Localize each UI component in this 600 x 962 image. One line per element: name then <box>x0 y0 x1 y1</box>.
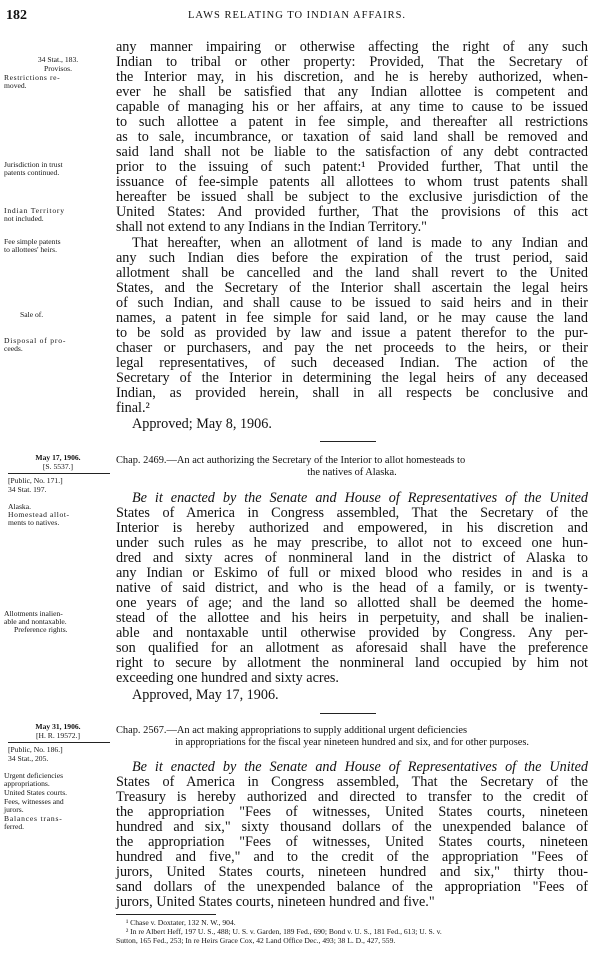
margin-act-date: May 17, 1906. <box>35 453 81 462</box>
text-line: ever he shall be satisfied that any Indian allottee is competent and <box>116 84 588 100</box>
margin-disposal: Disposal of pro- <box>4 336 67 345</box>
margin-homestead: Homestead allot- <box>8 510 70 519</box>
chapter-title: Chap. 2567.—An act making appropriations to supply additional urgent deficiencies <box>116 725 467 736</box>
margin-public-number: [Public, No. 171.] <box>8 476 63 485</box>
text-line: stead of the allottee and his heirs in perpetuity, and shall be inalien- <box>116 610 588 626</box>
text-line: shall not extend to any Indians in the Indian Territory." <box>116 219 427 235</box>
text-line: prior to the issuing of such patent:¹ Provided further, That until the <box>116 159 588 175</box>
margin-fees-witnesses-cont: jurors. <box>4 805 24 814</box>
text-line: Interior is hereby authorized and empowered, in his discretion and <box>116 520 588 536</box>
margin-divider <box>8 473 110 474</box>
page-number: 182 <box>6 8 27 23</box>
text-line: Treasury is hereby authorized and directed to transfer to the credit of <box>116 789 588 805</box>
text-line: as to sale, incumbrance, or taxation of said land shall be removed and <box>116 129 588 145</box>
margin-us-courts: United States courts. <box>4 788 68 797</box>
text-line: any such Indian dies before the expiration of the trust period, said <box>116 250 588 266</box>
page-header <box>6 8 588 26</box>
text-line: names, a patent in fee simple for said land, or he may cause the land <box>116 310 588 326</box>
margin-sale: Sale of. <box>20 310 44 319</box>
chapter-title-cont: the natives of Alaska. <box>307 467 397 478</box>
text-line: hereafter be issued shall be subject to the exclusive jurisdiction of the <box>116 189 588 205</box>
approved-date: Approved, May 17, 1906. <box>132 687 279 703</box>
margin-jurisdiction-cont: patents continued. <box>4 168 60 177</box>
text-line: States, and the Secretary of the Interior shall ascertain the legal heirs <box>116 280 588 296</box>
text-line: to be sold as provided by law and issue a patent therefor to the pur- <box>116 325 588 341</box>
text-line: Indian to tribal or other property: Provided, That the Secretary of <box>116 54 588 70</box>
text-line: exceeding one hundred and sixty acres. <box>116 670 339 686</box>
margin-urgent-deficiencies-cont: appropriations. <box>4 779 50 788</box>
margin-disposal-cont: ceeds. <box>4 344 23 353</box>
text-line: hundred and five," and to the credit of the appropriation "Fees of <box>116 849 588 865</box>
chapter-title: Chap. 2469.—An act authorizing the Secretary of the Interior to allot homesteads to <box>116 455 466 466</box>
running-title: LAWS RELATING TO INDIAN AFFAIRS. <box>187 10 407 21</box>
margin-stat-citation: 34 Stat., 205. <box>8 754 49 763</box>
text-line: United States: And provided further, That the provisions of this act <box>116 204 588 220</box>
text-line: jurors, United States courts, nineteen hundred and five." <box>116 894 435 910</box>
text-line: States of America in Congress assembled, That the Secretary of the <box>116 774 588 790</box>
margin-bill-number: [S. 5537.] <box>42 462 74 471</box>
approved-date: Approved; May 8, 1906. <box>132 416 272 432</box>
margin-bill-number: [H. R. 19572.] <box>35 731 81 740</box>
margin-jurisdiction: Jurisdiction in trust <box>4 160 63 169</box>
margin-alaska: Alaska. <box>8 502 31 511</box>
text-line: issuance of fee-simple patents all allottees to whom trust patents shall <box>116 174 588 190</box>
text-line: capable of managing his or her affairs, at any time to cause to be issued <box>116 99 588 115</box>
text-line: native of said district, and who is the head of a family, or is twenty- <box>116 580 588 596</box>
text-line: one years of age; and the land so allotted shall be deemed the home- <box>116 595 588 611</box>
margin-preference-rights: Preference rights. <box>14 625 68 634</box>
margin-homestead-cont: ments to natives. <box>8 518 60 527</box>
text-line: States of America in Congress assembled, That the Secretary of the <box>116 505 588 521</box>
margin-fee-simple-cont: to allottees' heirs. <box>4 245 58 254</box>
section-divider <box>320 713 376 714</box>
text-line: hundred and six," sixty thousand dollars of the unexpended balance of <box>116 819 588 835</box>
enacting-clause: Be it enacted by the Senate and House of Representatives of the United <box>132 490 588 506</box>
text-line: said land shall not be liable to the satisfaction of any debt contracted <box>116 144 588 160</box>
text-line: allotment shall be cancelled and the land shall revert to the United <box>116 265 588 281</box>
margin-inalienable-cont: able and nontaxable. <box>4 617 67 626</box>
footnote-2-cont: Sutton, 165 Fed., 253; In re Heirs Grace Cox, 42 Land Office Dec., 493; 38 L. D., 427, 559. <box>116 936 396 945</box>
footnote-divider <box>116 914 216 915</box>
margin-urgent-deficiencies: Urgent deficiencies <box>4 771 64 780</box>
text-line: dred and sixty acres of nonmineral land in the district of Alaska to <box>116 550 588 566</box>
margin-restrictions-removed: Restrictions re- <box>4 73 61 82</box>
text-line: final.² <box>116 400 150 416</box>
text-line: to such allottee a patent in fee simple, and thereafter all restrictions <box>116 114 588 130</box>
margin-stat-citation: 34 Stat., 183. <box>37 55 79 64</box>
text-line: the appropriation "Fees of witnesses, United States courts, nineteen <box>116 834 588 850</box>
margin-provisos: Provisos. <box>43 64 73 73</box>
margin-indian-territory-cont: not included. <box>4 214 44 223</box>
text-line: any manner impairing or otherwise affecting the right of any such <box>116 39 588 55</box>
text-line: sand dollars of the unexpended balance of the appropriation "Fees of <box>116 879 588 895</box>
margin-fee-simple: Fee simple patents <box>4 237 61 246</box>
margin-inalienable: Allotments inalien- <box>4 609 63 618</box>
text-line: the appropriation "Fees of witnesses, United States courts, nineteen <box>116 804 588 820</box>
text-line: Indian, as provided herein, shall in all respects be conclusive and <box>116 385 588 401</box>
section-divider <box>320 441 376 442</box>
margin-balances-transferred: Balances trans- <box>4 814 63 823</box>
margin-stat-citation: 34 Stat. 197. <box>8 485 47 494</box>
margin-balances-transferred-cont: ferred. <box>4 822 25 831</box>
footnote-1: ¹ Chase v. Doxtater, 132 N. W., 904. <box>126 918 236 927</box>
text-line: jurors, United States courts, nineteen hundred and six," thirty thou- <box>116 864 588 880</box>
margin-fees-witnesses: Fees, witnesses and <box>4 797 64 806</box>
text-line: able and nontaxable until otherwise provided by Congress. Any per- <box>116 625 588 641</box>
text-line: Secretary of the Interior in determining the legal heirs of any deceased <box>116 370 588 386</box>
margin-act-date: May 31, 1906. <box>35 722 81 731</box>
enacting-clause: Be it enacted by the Senate and House of Representatives of the United <box>132 759 588 775</box>
text-line: the Interior may, in his discretion, and he is hereby authorized, when- <box>116 69 588 85</box>
text-line: That hereafter, when an allotment of land is made to any Indian and <box>132 235 588 251</box>
margin-divider <box>8 742 110 743</box>
margin-indian-territory: Indian Territory <box>4 206 65 215</box>
margin-restrictions-removed-cont: moved. <box>4 81 27 90</box>
footnote-2: ² In re Albert Heff, 197 U. S., 488; U. S. v. Garden, 189 Fed., 690; Bond v. U. S., 181 Fed., 613; U. S. v. <box>126 927 442 936</box>
margin-public-number: [Public, No. 186.] <box>8 745 63 754</box>
text-line: chaser or purchasers, and pay the net proceeds to the heirs, or their <box>116 340 588 356</box>
text-line: of such Indian, and shall cause to be issued to said heirs and in their <box>116 295 588 311</box>
text-line: legal representatives, of such deceased Indian. The action of the <box>116 355 588 371</box>
text-line: under such rules as he may prescribe, to allot not to exceed one hun- <box>116 535 588 551</box>
text-line: son qualified for an allotment as aforesaid shall have the preference <box>116 640 588 656</box>
text-line: any Indian or Eskimo of full or mixed blood who resides in and is a <box>116 565 588 581</box>
text-line: right to secure by allotment the nonmineral land occupied by him not <box>116 655 588 671</box>
chapter-title-cont: in appropriations for the fiscal year nineteen hundred and six, and for other purposes. <box>174 737 530 748</box>
